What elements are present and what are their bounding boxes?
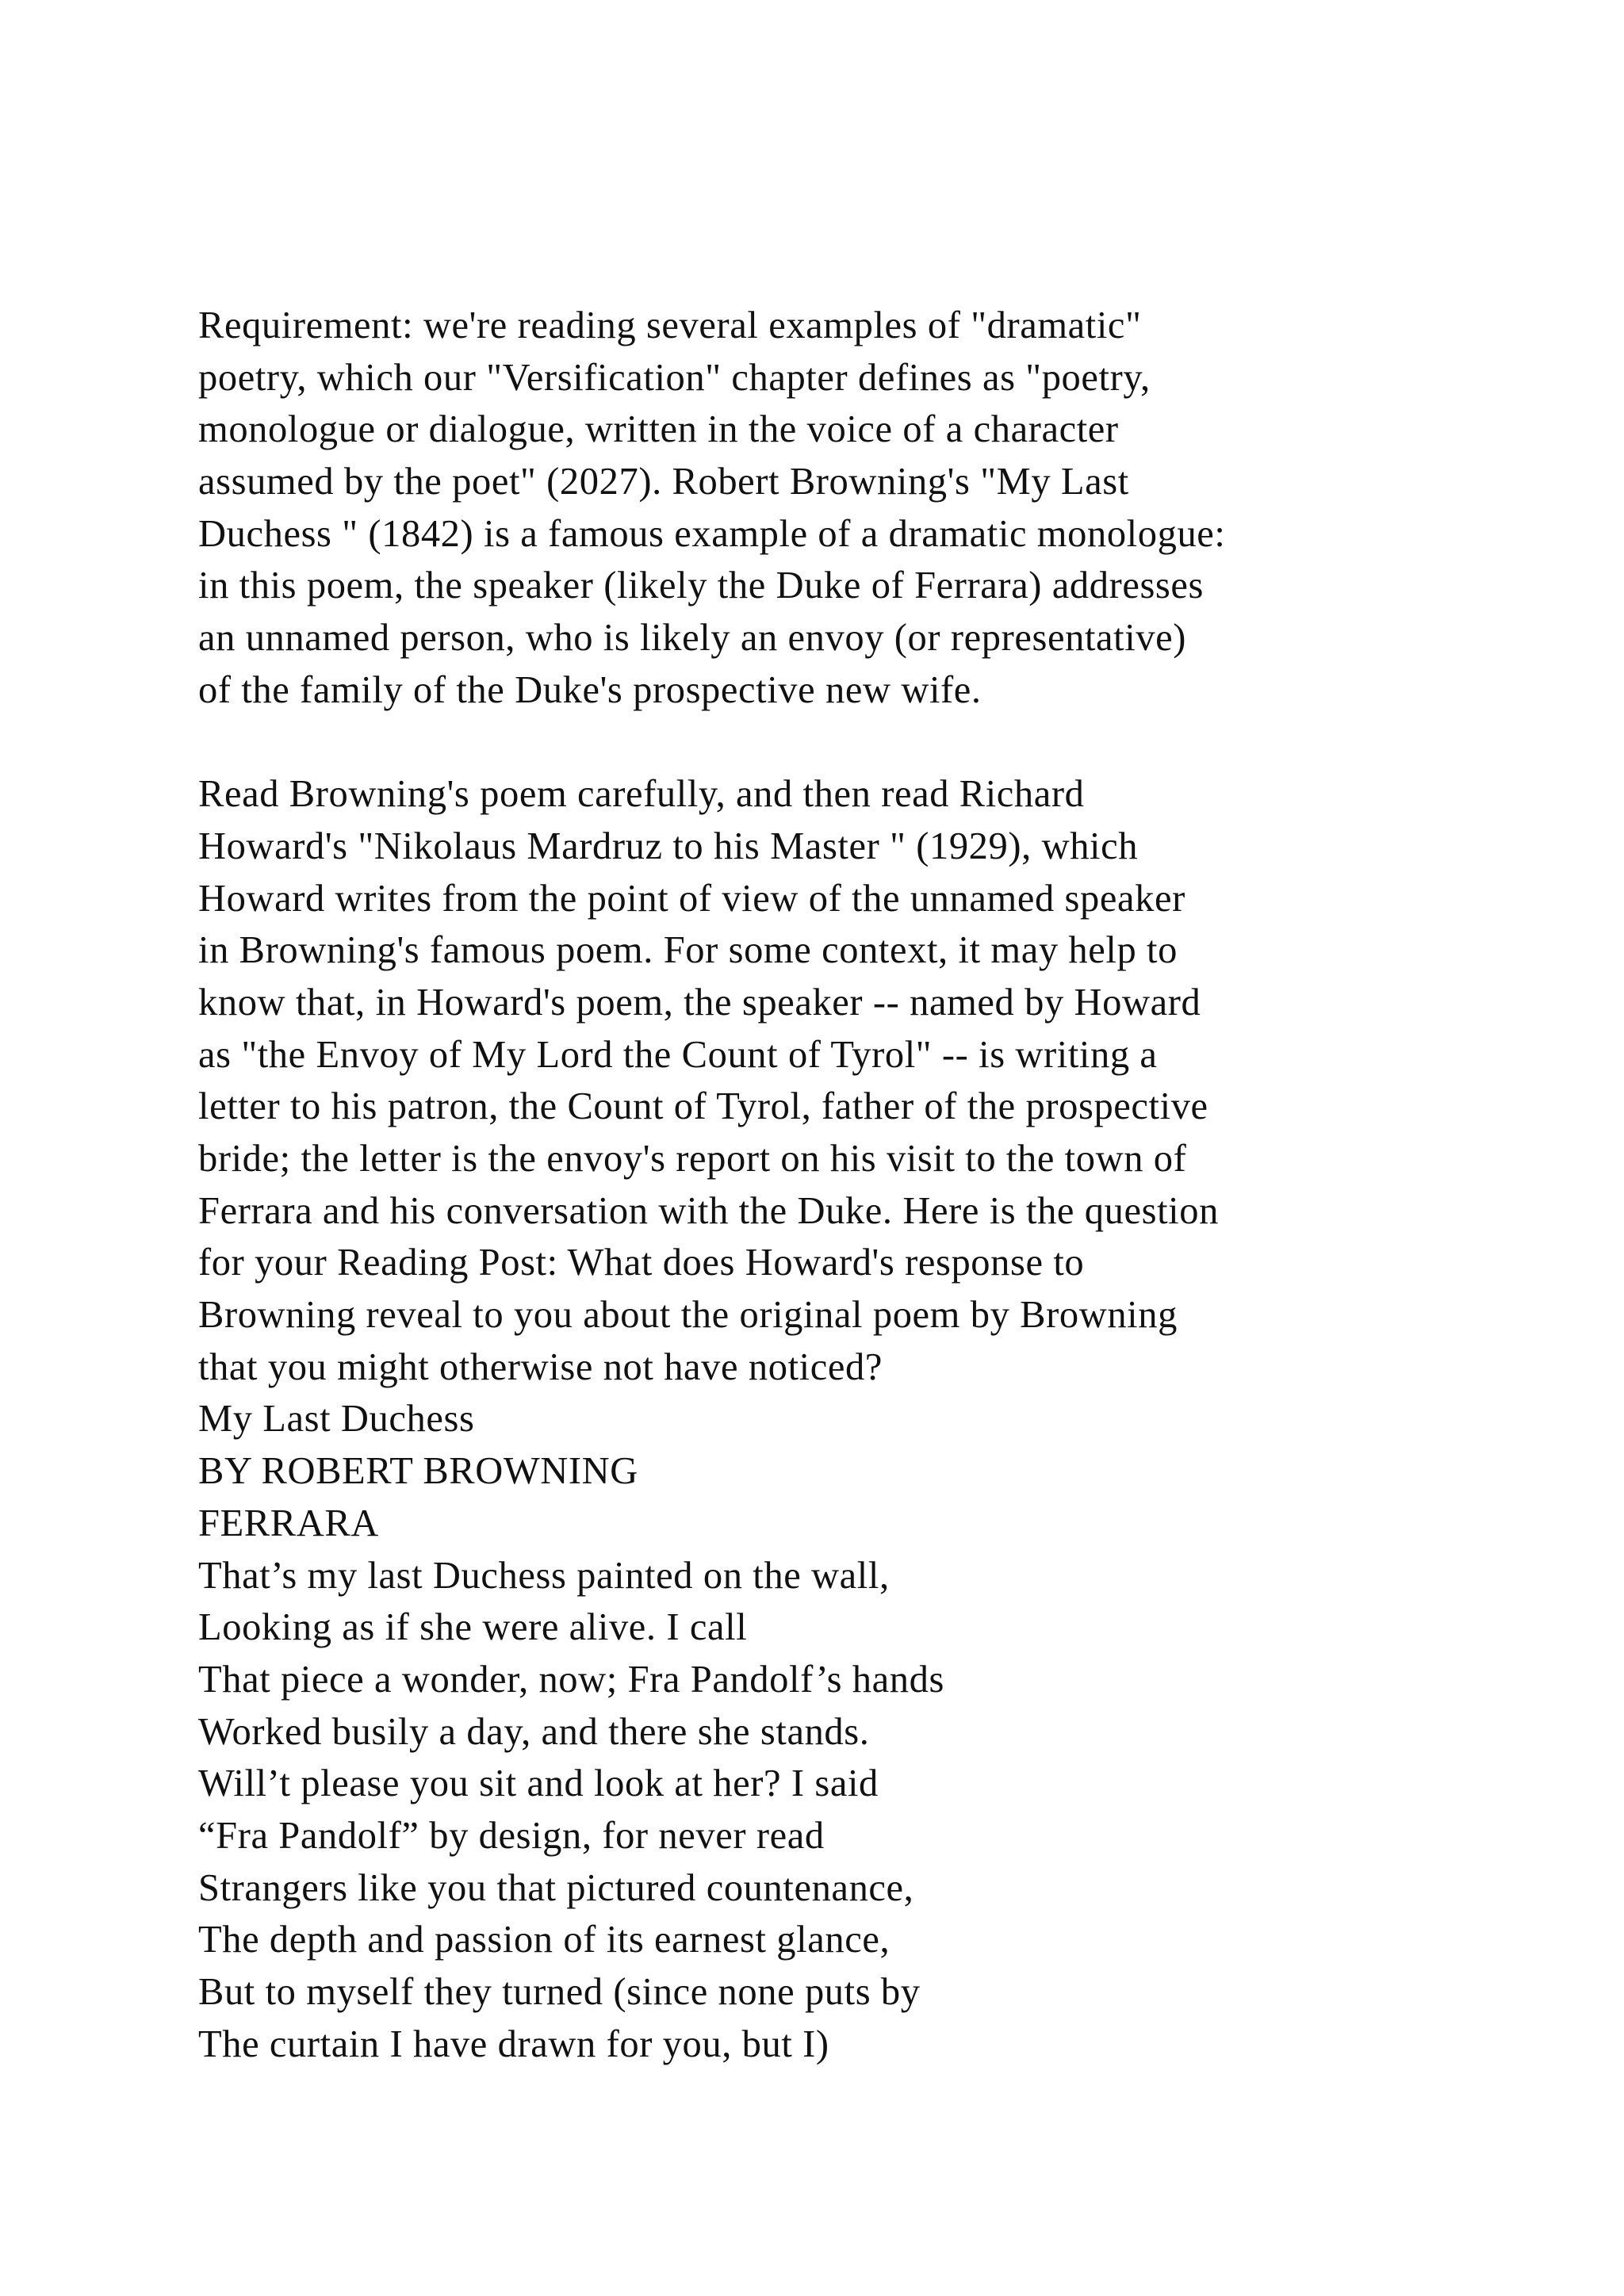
assignment-paragraph-1 — [198, 300, 1546, 717]
text-line: an unnamed person, who is likely an envoy (or representative) — [198, 617, 1187, 660]
poem-line: But to myself they turned (since none puts by — [198, 1971, 921, 2013]
text-line: monologue or dialogue, written in the voice of a character — [198, 408, 1119, 451]
text-line: bride; the letter is the envoy's report on his visit to the town of — [198, 1138, 1187, 1180]
text-line: that you might otherwise not have noticed? — [198, 1345, 883, 1388]
poem-line: That piece a wonder, now; Fra Pandolf’s hands — [198, 1658, 944, 1701]
poem-line: Worked busily a day, and there she stands. — [198, 1710, 870, 1753]
text-line: of the family of the Duke's prospective new wife. — [198, 668, 982, 711]
text-line: poetry, which our "Versification" chapter defines as "poetry, — [198, 356, 1151, 399]
poem-line: “Fra Pandolf” by design, for never read — [198, 1814, 825, 1857]
poem-line: Looking as if she were alive. I call — [198, 1606, 748, 1649]
text-line: know that, in Howard's poem, the speaker -- named by Howard — [198, 981, 1201, 1024]
poem-line: Will’t please you sit and look at her? I said — [198, 1762, 879, 1805]
text-line: Howard writes from the point of view of the unnamed speaker — [198, 877, 1185, 920]
text-line: for your Reading Post: What does Howard's response to — [198, 1242, 1085, 1284]
document-body — [198, 300, 1546, 2070]
poem — [198, 1393, 1546, 2070]
text-line: Ferrara and his conversation with the Duke. Here is the question — [198, 1189, 1219, 1232]
poem-line: The curtain I have drawn for you, but I) — [198, 2022, 829, 2065]
text-line: Requirement: we're reading several examples of "dramatic" — [198, 304, 1142, 346]
poem-line: Strangers like you that pictured countenance, — [198, 1866, 914, 1909]
text-line: Browning reveal to you about the original poem by Browning — [198, 1294, 1178, 1337]
poem-place: FERRARA — [198, 1502, 379, 1544]
text-line: Howard's "Nikolaus Mardruz to his Master " (1929), which — [198, 825, 1139, 867]
assignment-paragraph-2 — [198, 768, 1546, 1393]
paragraph-spacer — [198, 717, 1546, 769]
text-line: as "the Envoy of My Lord the Count of Tyrol" -- is writing a — [198, 1033, 1158, 1076]
text-line: Read Browning's poem carefully, and then read Richard — [198, 773, 1085, 816]
text-line: in Browning's famous poem. For some context, it may help to — [198, 929, 1178, 972]
text-line: assumed by the poet" (2027). Robert Browning's "My Last — [198, 461, 1129, 503]
text-line: letter to his patron, the Count of Tyrol, father of the prospective — [198, 1085, 1208, 1128]
poem-line: The depth and passion of its earnest glance, — [198, 1919, 891, 1961]
poem-author: BY ROBERT BROWNING — [198, 1450, 638, 1493]
poem-line: That’s my last Duchess painted on the wall, — [198, 1554, 890, 1597]
text-line: in this poem, the speaker (likely the Duke of Ferrara) addresses — [198, 564, 1204, 607]
text-line: Duchess " (1842) is a famous example of a dramatic monologue: — [198, 512, 1226, 555]
poem-title: My Last Duchess — [198, 1398, 475, 1441]
